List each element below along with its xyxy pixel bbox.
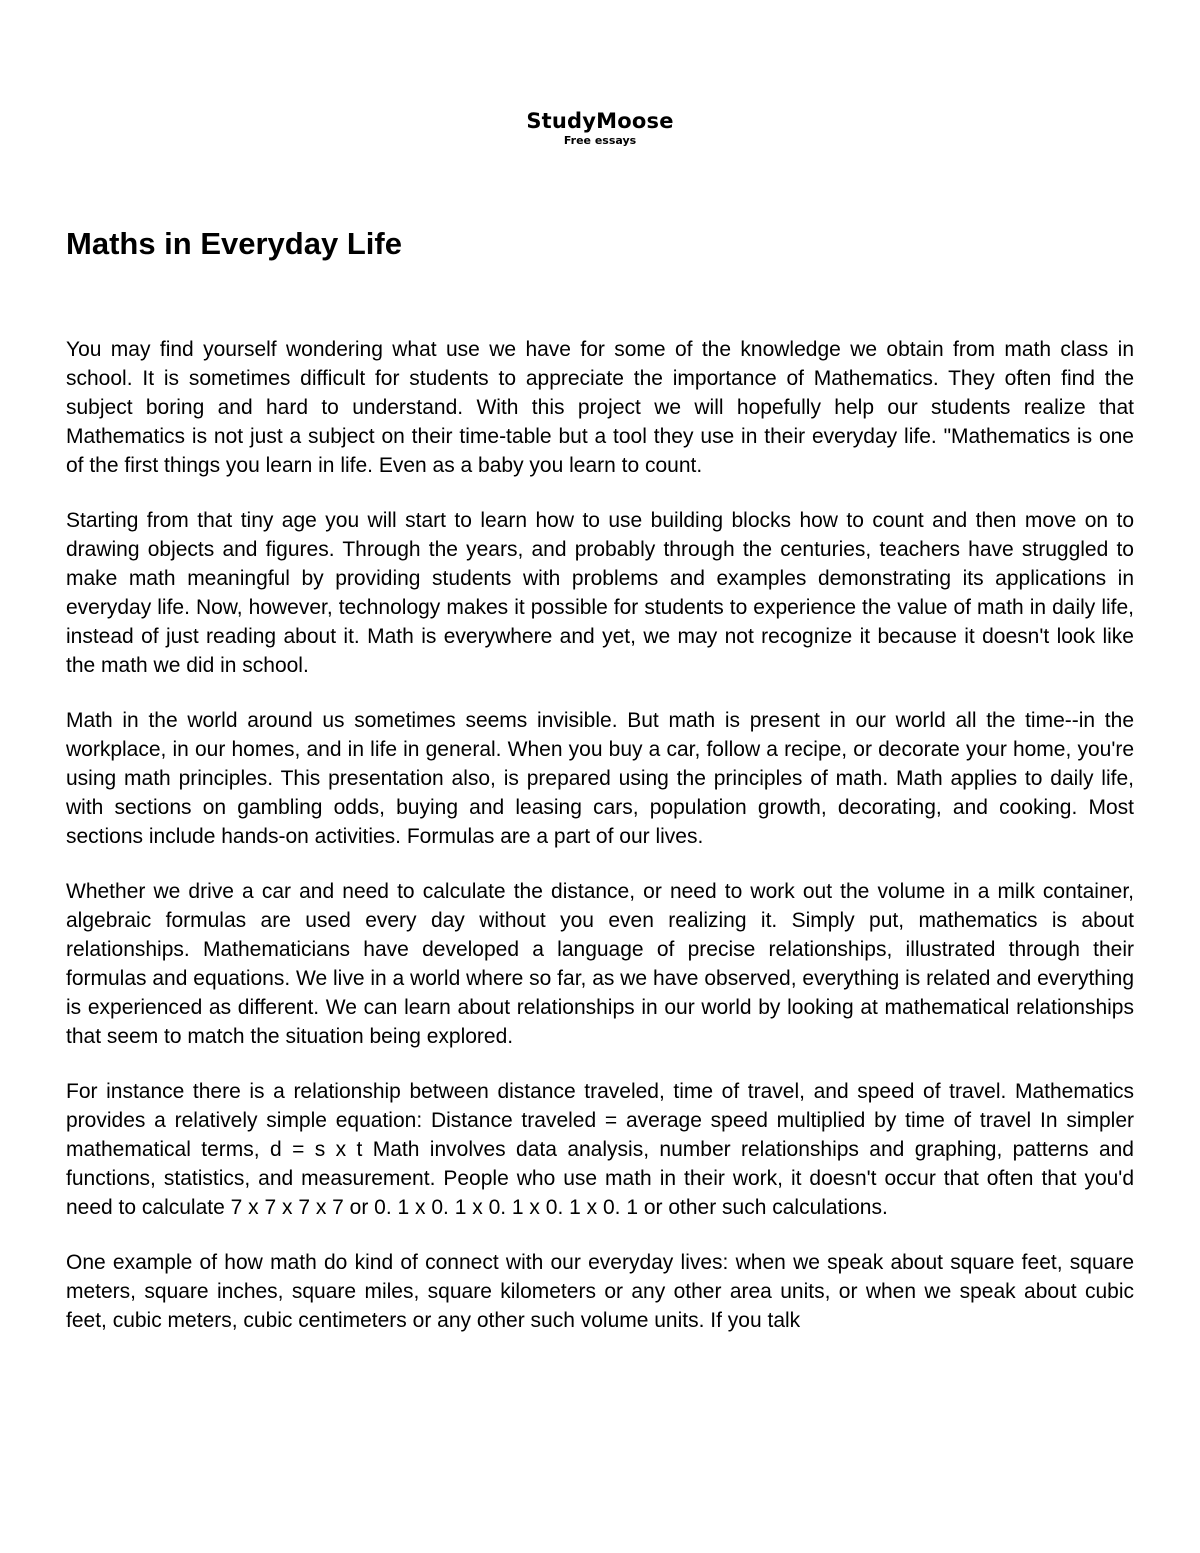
paragraph-5: For instance there is a relationship between distance traveled, time of travel, and speed of travel. Mathematics provides a relatively simple equation: Distance traveled = average speed multiplied by time of travel In simpler mathematical terms, d = s x t Math involves data analysis, number relationships and graphing, patterns and functions, statistics, and measurement. People who use math in their work, it doesn't occur that often that you'd need to calculate 7 x 7 x 7 x 7 or 0. 1 x 0. 1 x 0. 1 x 0. 1 x 0. 1 or other such calculations. bbox=[66, 1080, 1134, 1219]
brand-tagline: Free essays bbox=[563, 134, 637, 147]
paragraph-6: One example of how math do kind of connect with our everyday lives: when we speak about square feet, square meters, square inches, square miles, square kilometers or any other area units, or when we speak about cubic feet, cubic meters, cubic centimeters or any other such volume units. If you talk bbox=[66, 1251, 1134, 1332]
brand-logo-text: StudyMoose bbox=[526, 109, 674, 133]
document-body bbox=[66, 335, 1134, 1361]
paragraph-4: Whether we drive a car and need to calculate the distance, or need to work out the volume in a milk container, algebraic formulas are used every day without you even realizing it. Simply put, mathematics is about relationships. Mathematicians have developed a language of precise relationships, illustrated through their formulas and equations. We live in a world where so far, as we have observed, everything is related and everything is experienced as different. We can learn about relationships in our world by looking at mathematical relationships that seem to match the situation being explored. bbox=[66, 880, 1134, 1048]
paragraph-2: Starting from that tiny age you will start to learn how to use building blocks how to count and then move on to drawing objects and figures. Through the years, and probably through the centuries, teachers have struggled to make math meaningful by providing students with problems and examples demonstrating its applications in everyday life. Now, however, technology makes it possible for students to experience the value of math in daily life, instead of just reading about it. Math is everywhere and yet, we may not recognize it because it doesn't look like the math we did in school. bbox=[66, 509, 1134, 677]
brand-header bbox=[0, 108, 1200, 148]
paragraph-1: You may find yourself wondering what use we have for some of the knowledge we obtain from math class in school. It is sometimes difficult for students to appreciate the importance of Mathematics. They often find the subject boring and hard to understand. With this project we will hopefully help our students realize that Mathematics is not just a subject on their time-table but a tool they use in their everyday life. "Mathematics is one of the first things you learn in life. Even as a baby you learn to count. bbox=[66, 338, 1134, 477]
paragraph-3: Math in the world around us sometimes seems invisible. But math is present in our world all the time--in the workplace, in our homes, and in life in general. When you buy a car, follow a recipe, or decorate your home, you're using math principles. This presentation also, is prepared using the principles of math. Math applies to daily life, with sections on gambling odds, buying and leasing cars, population growth, decorating, and cooking. Most sections include hands-on activities. Formulas are a part of our lives. bbox=[66, 709, 1134, 848]
document-title: Maths in Everyday Life bbox=[66, 226, 402, 261]
